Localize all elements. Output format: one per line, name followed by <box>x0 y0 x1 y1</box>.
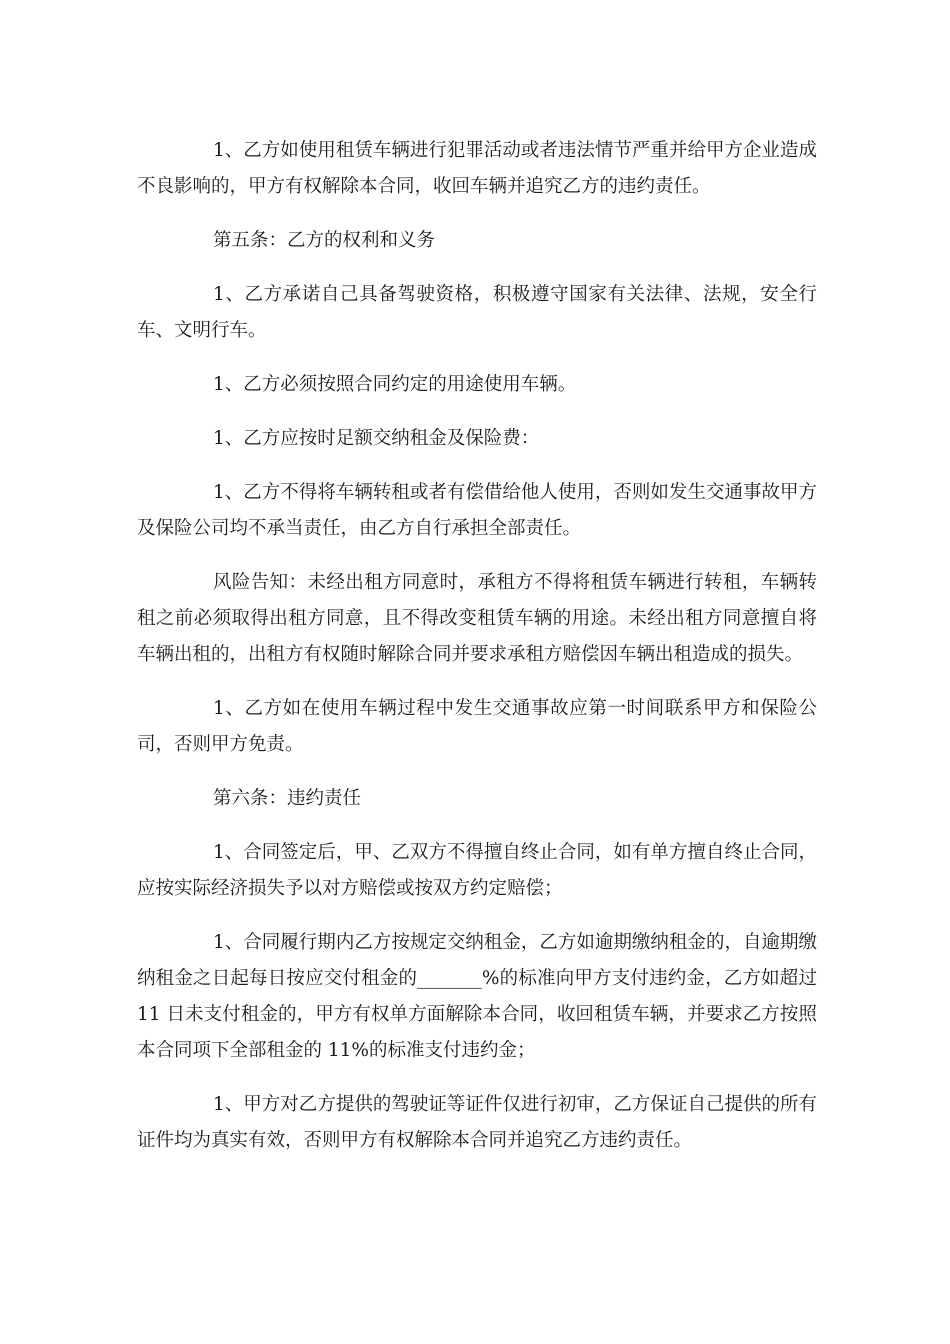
document-body <box>137 133 817 1177</box>
section-heading-article-6: 第六条：违约责任 <box>213 788 362 809</box>
clause-paragraph: 1、乙方应按时足额交纳租金及保险费： <box>213 428 540 449</box>
clause-paragraph: 1、乙方必须按照合同约定的用途使用车辆。 <box>213 374 577 395</box>
clause-paragraph: 1、乙方承诺自己具备驾驶资格，积极遵守国家有关法律、法规，安全行车、文明行车。 <box>137 284 817 341</box>
clause-paragraph: 1、乙方如在使用车辆过程中发生交通事故应第一时间联系甲方和保险公司，否则甲方免责。 <box>137 698 817 755</box>
clause-paragraph: 1、合同履行期内乙方按规定交纳租金，乙方如逾期缴纳租金的，自逾期缴纳租金之日起每日按应交付租金的_______%的标准向甲方支付违约金，乙方如超过 11 日未支付租金的，甲方有权单方面解除本合同，收回租赁车辆，并要求乙方按照本合同项下全部租金的 11%的标准支付违约金； <box>137 932 817 1061</box>
section-heading-article-5: 第五条：乙方的权利和义务 <box>213 230 436 251</box>
clause-paragraph: 1、甲方对乙方提供的驾驶证等证件仅进行初审，乙方保证自己提供的所有证件均为真实有效，否则甲方有权解除本合同并追究乙方违约责任。 <box>137 1094 817 1151</box>
clause-paragraph: 1、乙方不得将车辆转租或者有偿借给他人使用，否则如发生交通事故甲方及保险公司均不承当责任，由乙方自行承担全部责任。 <box>137 482 817 539</box>
clause-paragraph: 1、乙方如使用租赁车辆进行犯罪活动或者违法情节严重并给甲方企业造成不良影响的，甲方有权解除本合同，收回车辆并追究乙方的违约责任。 <box>137 140 817 197</box>
clause-paragraph: 1、合同签定后，甲、乙双方不得擅自终止合同，如有单方擅自终止合同，应按实际经济损失予以对方赔偿或按双方约定赔偿； <box>137 842 817 899</box>
risk-notice-paragraph: 风险告知：未经出租方同意时，承租方不得将租赁车辆进行转租，车辆转租之前必须取得出租方同意，且不得改变租赁车辆的用途。未经出租方同意擅自将车辆出租的，出租方有权随时解除合同并要求承租方赔偿因车辆出租造成的损失。 <box>137 572 817 665</box>
